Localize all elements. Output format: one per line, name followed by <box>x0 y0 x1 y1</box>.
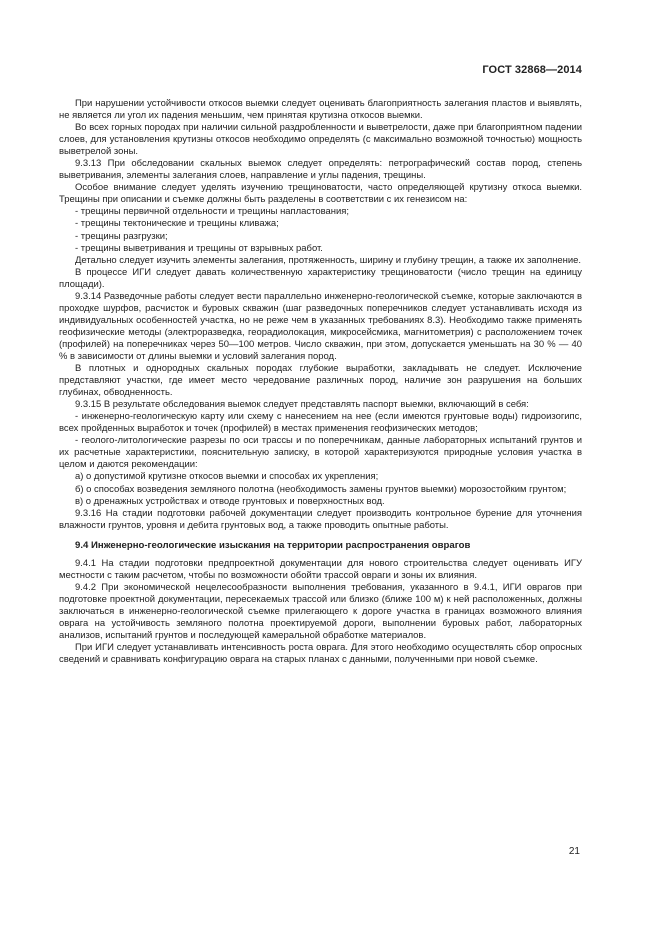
list-item: - трещины выветривания и трещины от взрывных работ. <box>75 242 323 254</box>
list-item: - трещины первичной отдельности и трещины напластования; <box>75 206 349 218</box>
paragraph: Особое внимание следует уделять изучению трещиноватости, часто определяющей крутизну откоса выемки. Трещины при описании и съемке должны быть разделены в соответствии с их генезисом на: <box>59 182 582 206</box>
list-item: а) о допустимой крутизне откосов выемки и способах их укрепления; <box>75 471 379 483</box>
paragraph: 9.3.15 В результате обследования выемок следует представлять паспорт выемки, включающий в себя: <box>75 399 529 411</box>
list-item: б) о способах возведения земляного полотна (необходимость замены грунтов выемки) морозостойким грунтом; <box>75 483 567 495</box>
paragraph: В плотных и однородных скальных породах глубокие выработки, закладывать не следует. Исключение представляют участки, где имеет место чередование различных пород, наличие зон разрушения на больших глубинах, обводненность. <box>59 363 582 399</box>
paragraph: 9.3.13 При обследовании скальных выемок следует определять: петрографический состав пород, степень выветривания, элементы залегания слоев, направление и углы падения, трещины. <box>59 158 582 182</box>
paragraph: Во всех горных породах при наличии сильной раздробленности и выветрелости, даже при благоприятном падении слоев, для установления крутизны откосов необходимо определять (с максимально возможной точностью) мощность выветрелой зоны. <box>59 122 582 158</box>
document-body <box>59 98 582 666</box>
paragraph: В процессе ИГИ следует давать количественную характеристику трещиноватости (число трещин на единицу площади). <box>59 266 582 290</box>
paragraph: 9.3.16 На стадии подготовки рабочей документации следует производить контрольное бурение для уточнения влажности грунтов, уровня и дебита грунтовых вод, а также проводить опытные работы. <box>59 507 582 531</box>
list-item: в) о дренажных устройствах и отводе грунтовых и поверхностных вод. <box>75 495 385 507</box>
document-header: ГОСТ 32868—2014 <box>482 64 582 76</box>
paragraph: 9.4.2 При экономической нецелесообразности выполнения требования, указанного в 9.4.1, ИГИ оврагов при подготовке проектной документации, пересекаемых трассой или близко (ближе 100 м) к ней расположенных, должны заключаться в инженерно-геологической съемке прилегающего к дороге участка в границах возможного влияния оврага на устойчивость земляного полотна проектируемой дороги, выполнении буровых работ, лабораторных анализов, испытаний грунтов и последующей камеральной обработке материалов. <box>59 581 582 641</box>
paragraph: Детально следует изучить элементы залегания, протяженность, ширину и глубину трещин, а также их заполнение. <box>75 254 582 266</box>
paragraph: 9.3.14 Разведочные работы следует вести параллельно инженерно-геологической съемке, которые заключаются в проходке шурфов, расчисток и буровых скважин (шаг разведочных поперечников следует устанавливать исходя из индивидуальных особенностей участка, но не реже чем в указанных требованиях 8.3). Необходимо также применять геофизические методы (электроразведка, георадиолокация, микросейсмика, магнитометрия) с расположением точек (профилей) на поперечниках через 50—100 метров. Число скважин, при этом, допускается уменьшать на 30 % — 40 % в зависимости от длины выемки и условий залегания пород. <box>59 290 582 362</box>
page-number: 21 <box>568 846 580 857</box>
paragraph: При ИГИ следует устанавливать интенсивность роста оврага. Для этого необходимо осуществлять сбор опросных сведений и сравнивать конфигурацию оврага на старых планах с данными, полученными при новой съемке. <box>59 642 582 666</box>
list-item: - геолого-литологические разрезы по оси трассы и по поперечникам, данные лабораторных испытаний грунтов и их расчетные характеристики, пояснительную записку, в которой характеризуются природные условия участка в целом и даются рекомендации: <box>59 435 582 471</box>
section-heading: 9.4 Инженерно-геологические изыскания на территории распространения оврагов <box>75 539 471 551</box>
list-item: - трещины разгрузки; <box>75 230 168 242</box>
list-item: - трещины тектонические и трещины кливажа; <box>75 218 279 230</box>
paragraph: 9.4.1 На стадии подготовки предпроектной документации для нового строительства следует оценивать ИГУ местности с таким расчетом, чтобы по возможности обойти трассой овраги и зоны их влияния. <box>59 557 582 581</box>
paragraph: При нарушении устойчивости откосов выемки следует оценивать благоприятность залегания пластов и выявлять, не является ли угол их падения меньшим, чем принятая крутизна откосов выемки. <box>59 98 582 122</box>
list-item: - инженерно-геологическую карту или схему с нанесением на нее (если имеются грунтовые воды) гидроизогипс, всех пройденных выработок и точек (профилей) в местах применения геофизических методов; <box>59 411 582 435</box>
